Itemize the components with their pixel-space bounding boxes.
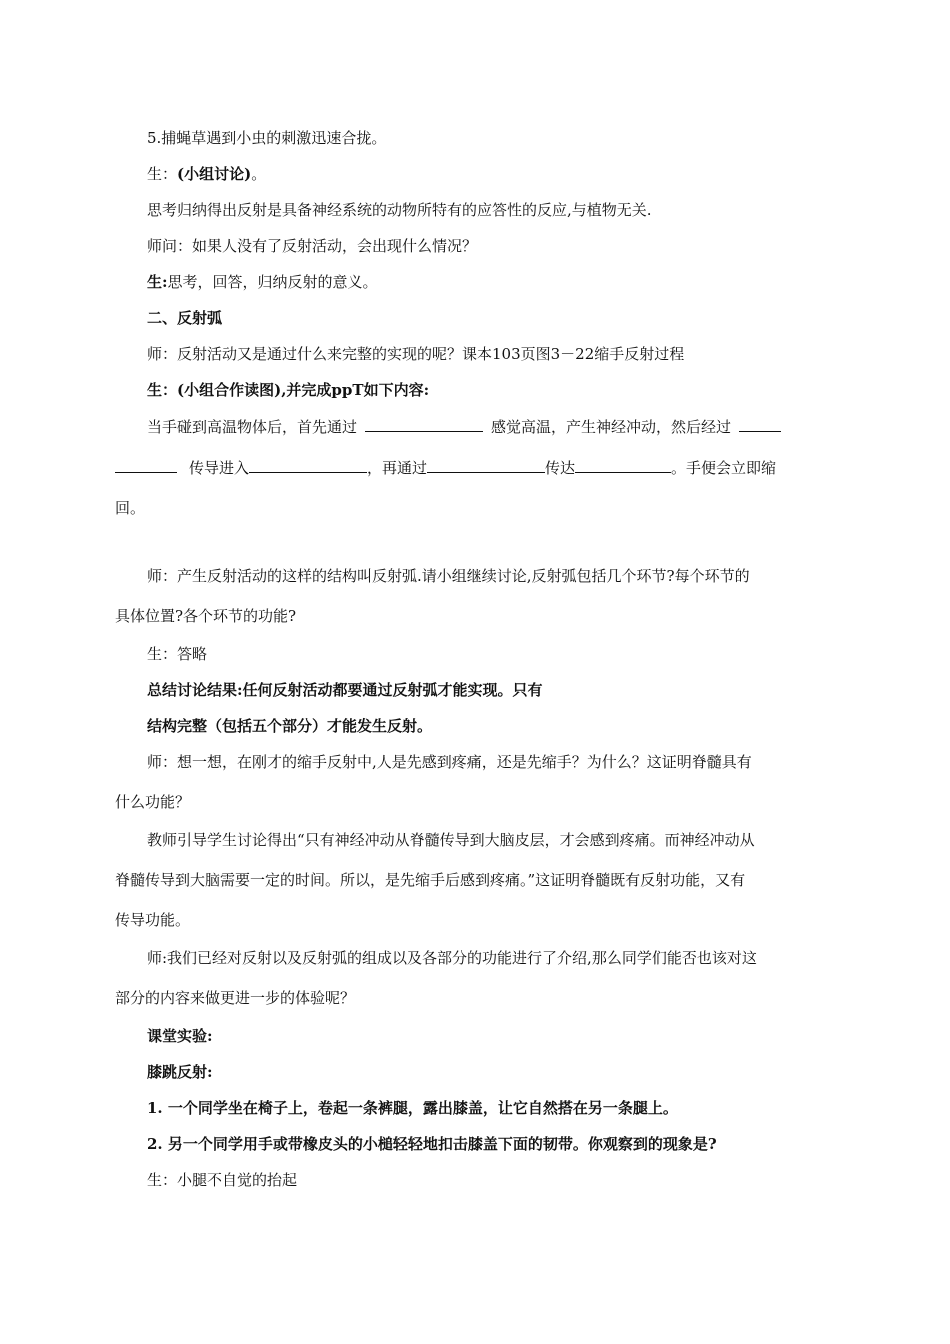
summary-text: 总结讨论结果:任何反射活动都要通过反射弧才能实现。只有 (147, 681, 543, 699)
summary-text: 结构完整（包括五个部分）才能发生反射。 (147, 717, 433, 735)
blank (365, 417, 483, 432)
paragraph: 什么功能？ (115, 793, 191, 811)
paragraph: 师问：如果人没有了反射活动，会出现什么情况？ (147, 237, 478, 255)
blank (575, 458, 671, 473)
list-item: 1. 一个同学坐在椅子上，卷起一条裤腿，露出膝盖，让它自然搭在另一条腿上。 (147, 1099, 678, 1117)
paragraph: 具体位置?各个环节的功能? (115, 607, 297, 625)
blank (739, 417, 781, 432)
paragraph: 师：反射活动又是通过什么来完整的实现的呢？课本103页图3－22缩手反射过程 (147, 345, 685, 363)
paragraph: 生：(小组讨论)。 (147, 165, 267, 183)
paragraph: 生：(小组合作读图),并完成ppT如下内容: (147, 381, 430, 399)
paragraph: 思考归纳得出反射是具备神经系统的动物所特有的应答性的反应,与植物无关. (147, 201, 652, 219)
section-heading: 二、反射弧 (147, 309, 223, 327)
subheading: 膝跳反射: (147, 1063, 213, 1081)
list-item: 2. 另一个同学用手或带橡皮头的小槌轻轻地扣击膝盖下面的韧带。你观察到的现象是? (147, 1135, 717, 1153)
blank (427, 458, 545, 473)
fill-in-blank-line: 当手碰到高温物体后，首先通过 感觉高温，产生神经冲动，然后经过 (147, 417, 781, 437)
paragraph: 传导功能。 (115, 911, 191, 929)
blank (249, 458, 367, 473)
paragraph: 生：小腿不自觉的抬起 (147, 1171, 298, 1189)
paragraph: 回。 (115, 499, 146, 517)
paragraph: 部分的内容来做更进一步的体验呢？ (115, 989, 356, 1007)
paragraph: 师:我们已经对反射以及反射弧的组成以及各部分的功能进行了介绍,那么同学们能否也该对这 (147, 949, 757, 967)
paragraph: 生：答略 (147, 645, 208, 663)
paragraph: 师：产生反射活动的这样的结构叫反射弧.请小组继续讨论,反射弧包括几个环节?每个环节的 (147, 567, 750, 585)
subheading: 课堂实验: (147, 1027, 213, 1045)
paragraph: 教师引导学生讨论得出“只有神经冲动从脊髓传导到大脑皮层，才会感到疼痛。而神经冲动从 (147, 831, 755, 849)
blank (115, 458, 177, 473)
fill-in-blank-line: 传导进入 ，再通过 传达 。手便会立即缩 (115, 458, 776, 478)
paragraph: 生:思考，回答，归纳反射的意义。 (147, 273, 378, 291)
paragraph: 脊髓传导到大脑需要一定的时间。所以，是先缩手后感到疼痛。”这证明脊髓既有反射功能，又有 (115, 871, 746, 889)
paragraph: 5.捕蝇草遇到小虫的刺激迅速合拢。 (147, 129, 387, 147)
paragraph: 师：想一想，在刚才的缩手反射中,人是先感到疼痛，还是先缩手？为什么？这证明脊髓具有 (147, 753, 752, 771)
